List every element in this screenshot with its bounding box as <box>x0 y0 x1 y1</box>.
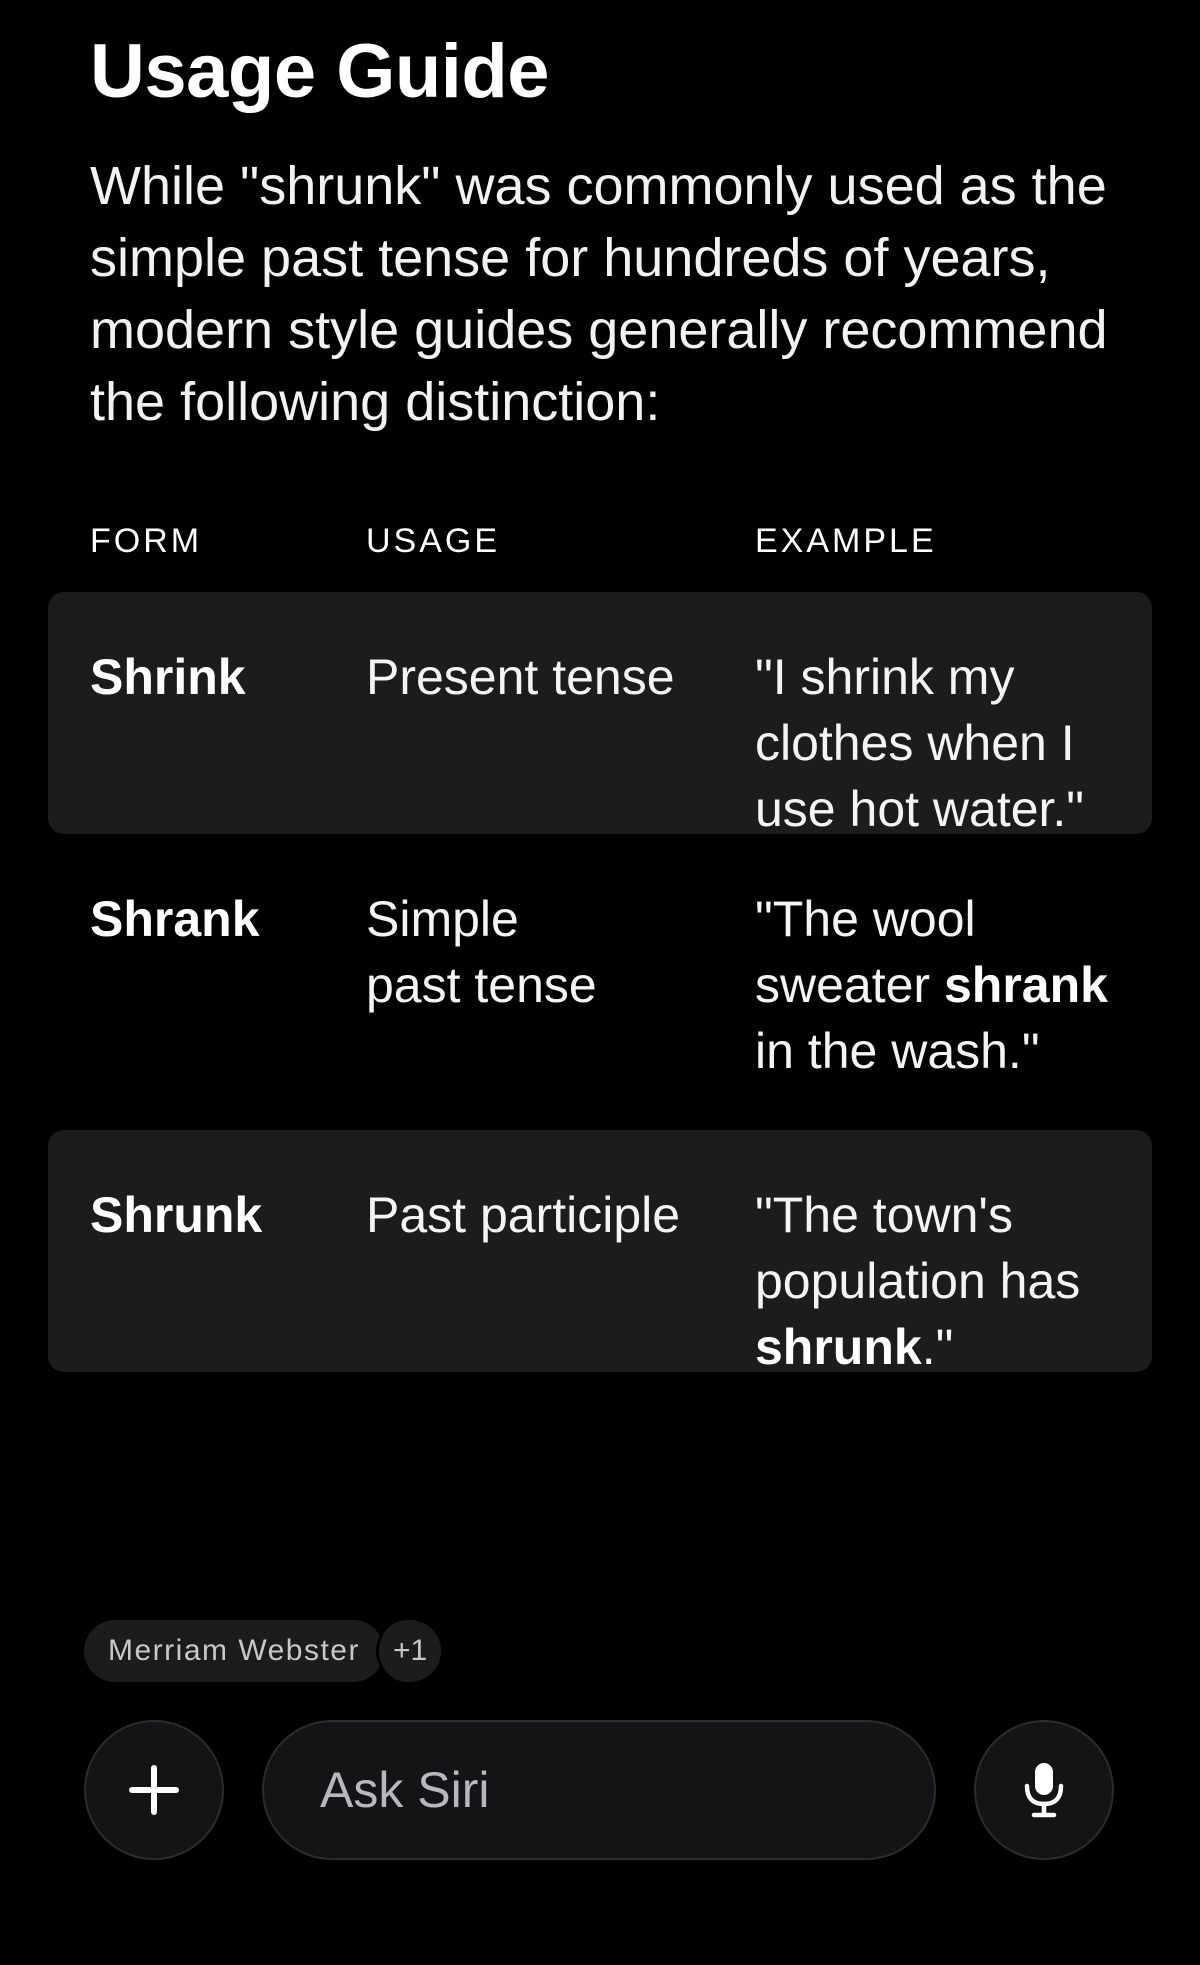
sources-row <box>84 1620 441 1682</box>
form-cell: Shrunk <box>90 1187 263 1243</box>
page-title: Usage Guide <box>90 29 550 114</box>
intro-paragraph: While "shrunk" was commonly used as the simple past tense for hundreds of years, modern style guides generally recommend the following distinction: <box>90 156 1108 432</box>
usage-cell: Present tense <box>366 649 675 705</box>
form-cell: Shrink <box>90 649 246 705</box>
example-text-end: ." <box>921 1319 954 1375</box>
plus-icon <box>128 1764 180 1816</box>
source-chip-merriam-webster[interactable]: Merriam Webster <box>84 1620 384 1682</box>
example-cell <box>755 886 1125 1084</box>
example-text: "The wool sweater <box>755 891 976 1013</box>
column-header-example: EXAMPLE <box>755 522 937 560</box>
example-highlight: shrank <box>943 957 1108 1013</box>
usage-table <box>48 516 1152 1375</box>
example-cell <box>755 1182 1125 1380</box>
example-text: "I shrink my clothes when I use hot water." <box>755 649 1085 837</box>
table-row <box>48 834 1152 1130</box>
microphone-icon <box>1022 1761 1066 1819</box>
table-row <box>48 1130 1152 1375</box>
microphone-button[interactable] <box>974 1720 1114 1860</box>
column-header-usage: USAGE <box>366 522 501 560</box>
ask-siri-input[interactable]: Ask Siri <box>262 1720 936 1860</box>
table-header <box>48 516 1152 578</box>
add-button[interactable] <box>84 1720 224 1860</box>
table-row <box>48 592 1152 837</box>
siri-input-bar <box>0 1718 1200 1864</box>
usage-cell: Past participle <box>366 1187 681 1243</box>
usage-cell: Simple past tense <box>366 891 597 1013</box>
example-text: "The town's population has <box>755 1187 1081 1309</box>
form-cell: Shrank <box>90 891 260 947</box>
example-cell <box>755 644 1125 842</box>
example-text-end: in the wash." <box>755 1023 1040 1079</box>
more-sources-chip[interactable]: +1 <box>376 1620 441 1682</box>
column-header-form: FORM <box>90 522 203 560</box>
example-highlight: shrunk <box>755 1319 922 1375</box>
